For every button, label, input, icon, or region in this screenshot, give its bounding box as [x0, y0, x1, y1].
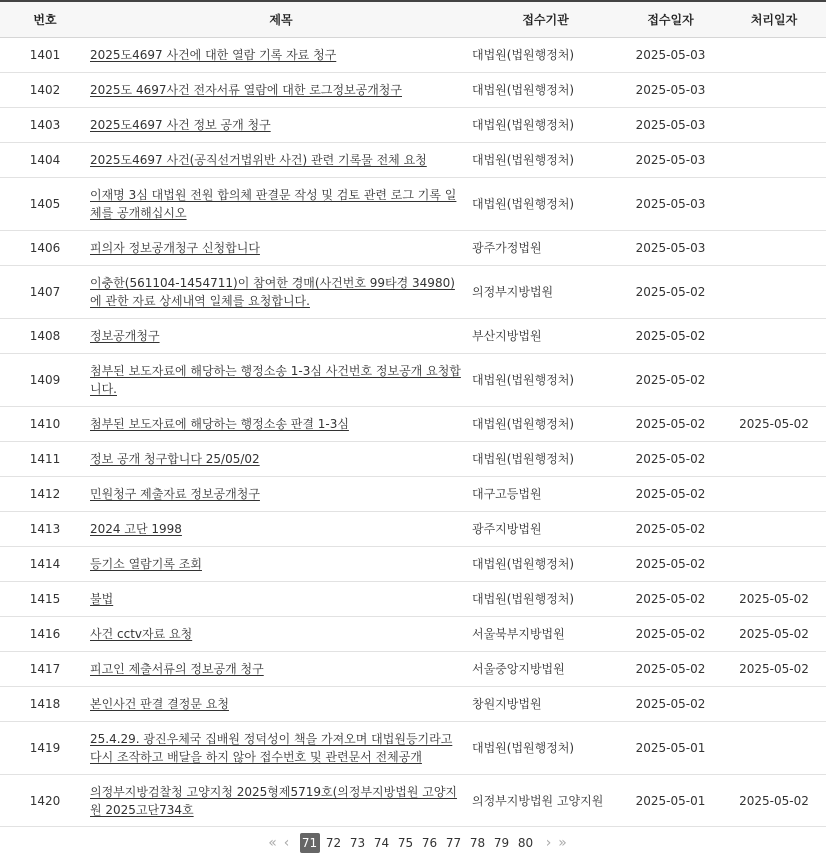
- table-row: [0, 512, 826, 547]
- table-row: [0, 687, 826, 722]
- row-received-date: 2025-05-03: [619, 178, 722, 231]
- row-number: 1418: [0, 687, 90, 722]
- row-title-link[interactable]: 2025도 4697사건 전자서류 열람에 대한 로그정보공개청구: [90, 83, 402, 97]
- table-row: [0, 477, 826, 512]
- row-agency: 서울중앙지방법원: [472, 652, 619, 687]
- table-row: [0, 231, 826, 266]
- row-title-cell: [90, 582, 472, 617]
- row-received-date: 2025-05-02: [619, 477, 722, 512]
- row-agency: 의정부지방법원 고양지원: [472, 775, 619, 827]
- row-processed-date: [722, 722, 826, 775]
- row-title-cell: [90, 477, 472, 512]
- row-title-link[interactable]: 본인사건 판결 결정문 요청: [90, 697, 229, 711]
- row-title-link[interactable]: 2025도4697 사건에 대한 열람 기록 자료 청구: [90, 48, 337, 62]
- row-received-date: 2025-05-02: [619, 442, 722, 477]
- row-number: 1417: [0, 652, 90, 687]
- row-received-date: 2025-05-02: [619, 652, 722, 687]
- row-agency: 대법원(법원행정처): [472, 354, 619, 407]
- prev-page-icon[interactable]: ‹: [283, 835, 290, 851]
- row-agency: 대법원(법원행정처): [472, 38, 619, 73]
- row-title-link[interactable]: 정보공개청구: [90, 329, 160, 343]
- row-received-date: 2025-05-03: [619, 73, 722, 108]
- row-title-link[interactable]: 2025도4697 사건 정보 공개 청구: [90, 118, 271, 132]
- page-link[interactable]: 72: [325, 836, 342, 850]
- row-agency: 대법원(법원행정처): [472, 582, 619, 617]
- row-agency: 창원지방법원: [472, 687, 619, 722]
- header-date: 접수일자: [619, 1, 722, 38]
- row-number: 1406: [0, 231, 90, 266]
- row-processed-date: 2025-05-02: [722, 582, 826, 617]
- row-number: 1411: [0, 442, 90, 477]
- table-row: [0, 38, 826, 73]
- row-title-link[interactable]: 등기소 열람기록 조회: [90, 557, 202, 571]
- row-processed-date: [722, 73, 826, 108]
- row-processed-date: [722, 108, 826, 143]
- table-row: [0, 407, 826, 442]
- row-number: 1412: [0, 477, 90, 512]
- row-agency: 부산지방법원: [472, 319, 619, 354]
- row-received-date: 2025-05-02: [619, 582, 722, 617]
- row-processed-date: [722, 143, 826, 178]
- row-number: 1405: [0, 178, 90, 231]
- row-agency: 대법원(법원행정처): [472, 108, 619, 143]
- header-title: 제목: [90, 1, 472, 38]
- row-agency: 대법원(법원행정처): [472, 73, 619, 108]
- row-received-date: 2025-05-02: [619, 354, 722, 407]
- row-received-date: 2025-05-03: [619, 143, 722, 178]
- row-processed-date: 2025-05-02: [722, 775, 826, 827]
- table-row: [0, 108, 826, 143]
- table-row: [0, 775, 826, 827]
- row-processed-date: 2025-05-02: [722, 407, 826, 442]
- table-row: [0, 178, 826, 231]
- row-number: 1415: [0, 582, 90, 617]
- row-title-link[interactable]: 첨부된 보도자료에 해당하는 행정소송 1-3심 사건번호 정보공개 요청합니다.: [90, 364, 461, 396]
- row-received-date: 2025-05-02: [619, 512, 722, 547]
- header-processed-date: 처리일자: [722, 1, 826, 38]
- row-agency: 대법원(법원행정처): [472, 442, 619, 477]
- row-title-cell: [90, 178, 472, 231]
- table-row: [0, 547, 826, 582]
- row-agency: 대법원(법원행정처): [472, 178, 619, 231]
- row-title-cell: [90, 775, 472, 827]
- row-title-link[interactable]: 불법: [90, 592, 114, 606]
- row-received-date: 2025-05-01: [619, 722, 722, 775]
- row-processed-date: [722, 266, 826, 319]
- next-page-icon[interactable]: ›: [545, 835, 552, 851]
- row-number: 1419: [0, 722, 90, 775]
- table-row: [0, 442, 826, 477]
- row-agency: 대법원(법원행정처): [472, 407, 619, 442]
- row-title-cell: [90, 38, 472, 73]
- row-number: 1407: [0, 266, 90, 319]
- row-title-link[interactable]: 2025도4697 사건(공직선거법위반 사건) 관련 기록물 전체 요청: [90, 153, 427, 167]
- header-num: 번호: [0, 1, 90, 38]
- row-processed-date: 2025-05-02: [722, 617, 826, 652]
- row-title-cell: [90, 319, 472, 354]
- row-title-cell: [90, 354, 472, 407]
- row-received-date: 2025-05-03: [619, 38, 722, 73]
- row-title-link[interactable]: 피의자 정보공개청구 신청합니다: [90, 241, 260, 255]
- page-link[interactable]: 74: [373, 836, 390, 850]
- row-title-cell: [90, 407, 472, 442]
- row-processed-date: [722, 547, 826, 582]
- row-number: 1404: [0, 143, 90, 178]
- row-title-cell: [90, 547, 472, 582]
- table-row: [0, 319, 826, 354]
- row-title-cell: [90, 722, 472, 775]
- table-row: [0, 266, 826, 319]
- row-title-link[interactable]: 2024 고단 1998: [90, 522, 182, 536]
- table-row: [0, 617, 826, 652]
- row-received-date: 2025-05-02: [619, 407, 722, 442]
- row-agency: 대법원(법원행정처): [472, 143, 619, 178]
- row-title-cell: [90, 231, 472, 266]
- row-number: 1410: [0, 407, 90, 442]
- row-title-link[interactable]: 사건 cctv자료 요청: [90, 627, 193, 641]
- row-number: 1413: [0, 512, 90, 547]
- row-title-cell: [90, 512, 472, 547]
- row-title-link[interactable]: 의정부지방검찰청 고양지청 2025형제5719호(의정부지방법원 고양지원 2025고단734호: [90, 784, 458, 817]
- row-processed-date: [722, 477, 826, 512]
- row-agency: 대법원(법원행정처): [472, 722, 619, 775]
- row-title-cell: [90, 73, 472, 108]
- row-title-link[interactable]: 이충한(561104-1454711)이 참여한 경매(사건번호 99타경 34980)에 관한 자료 상세내역 일체를 요청합니다.: [90, 276, 455, 308]
- row-title-link[interactable]: 첨부된 보도자료에 해당하는 행정소송 판결 1-3심: [90, 417, 349, 431]
- page-link[interactable]: 75: [397, 836, 414, 850]
- row-agency: 광주지방법원: [472, 512, 619, 547]
- row-received-date: 2025-05-03: [619, 108, 722, 143]
- row-processed-date: [722, 319, 826, 354]
- page-link[interactable]: 73: [349, 836, 366, 850]
- table-row: [0, 143, 826, 178]
- page-link[interactable]: 80: [517, 836, 534, 850]
- table-header-row: [0, 1, 826, 38]
- table-row: [0, 73, 826, 108]
- page-link[interactable]: 78: [469, 836, 486, 850]
- page-link[interactable]: 76: [421, 836, 438, 850]
- row-agency: 광주가정법원: [472, 231, 619, 266]
- table-row: [0, 354, 826, 407]
- row-processed-date: [722, 512, 826, 547]
- pagination: [0, 829, 835, 857]
- row-processed-date: 2025-05-02: [722, 652, 826, 687]
- row-title-cell: [90, 442, 472, 477]
- row-title-link[interactable]: 민원청구 제출자료 정보공개청구: [90, 487, 260, 501]
- row-title-cell: [90, 652, 472, 687]
- row-processed-date: [722, 178, 826, 231]
- last-page-icon[interactable]: »: [558, 835, 567, 851]
- row-title-cell: [90, 687, 472, 722]
- table-row: [0, 722, 826, 775]
- row-agency: 의정부지방법원: [472, 266, 619, 319]
- row-received-date: 2025-05-03: [619, 231, 722, 266]
- row-processed-date: [722, 231, 826, 266]
- row-number: 1401: [0, 38, 90, 73]
- row-agency: 대법원(법원행정처): [472, 547, 619, 582]
- page-link[interactable]: 77: [445, 836, 462, 850]
- row-number: 1416: [0, 617, 90, 652]
- row-processed-date: [722, 442, 826, 477]
- row-processed-date: [722, 354, 826, 407]
- row-processed-date: [722, 687, 826, 722]
- row-title-cell: [90, 108, 472, 143]
- header-agency: 접수기관: [472, 1, 619, 38]
- row-number: 1408: [0, 319, 90, 354]
- row-processed-date: [722, 38, 826, 73]
- table-row: [0, 652, 826, 687]
- row-agency: 서울북부지방법원: [472, 617, 619, 652]
- row-number: 1402: [0, 73, 90, 108]
- row-title-link[interactable]: 정보 공개 청구합니다 25/05/02: [90, 452, 260, 466]
- page-current[interactable]: 71: [300, 833, 320, 853]
- row-received-date: 2025-05-01: [619, 775, 722, 827]
- row-received-date: 2025-05-02: [619, 266, 722, 319]
- page-link[interactable]: 79: [493, 836, 510, 850]
- row-number: 1420: [0, 775, 90, 827]
- row-number: 1409: [0, 354, 90, 407]
- row-received-date: 2025-05-02: [619, 319, 722, 354]
- row-number: 1414: [0, 547, 90, 582]
- row-title-cell: [90, 266, 472, 319]
- table-row: [0, 582, 826, 617]
- first-page-icon[interactable]: «: [268, 835, 277, 851]
- row-number: 1403: [0, 108, 90, 143]
- row-title-link[interactable]: 이재명 3심 대법원 전원 합의체 판결문 작성 및 검토 관련 로그 기록 일체를 공개해십시오: [90, 188, 457, 220]
- row-title-cell: [90, 143, 472, 178]
- row-received-date: 2025-05-02: [619, 687, 722, 722]
- row-title-cell: [90, 617, 472, 652]
- row-title-link[interactable]: 25.4.29. 광진우체국 집배원 정덕성이 책을 가져오며 대법원등기라고 다시 조작하고 배달을 하지 않아 접수번호 및 관련문서 전체공개: [90, 732, 453, 764]
- row-received-date: 2025-05-02: [619, 547, 722, 582]
- row-received-date: 2025-05-02: [619, 617, 722, 652]
- row-agency: 대구고등법원: [472, 477, 619, 512]
- row-title-link[interactable]: 피고인 제출서류의 정보공개 청구: [90, 662, 264, 676]
